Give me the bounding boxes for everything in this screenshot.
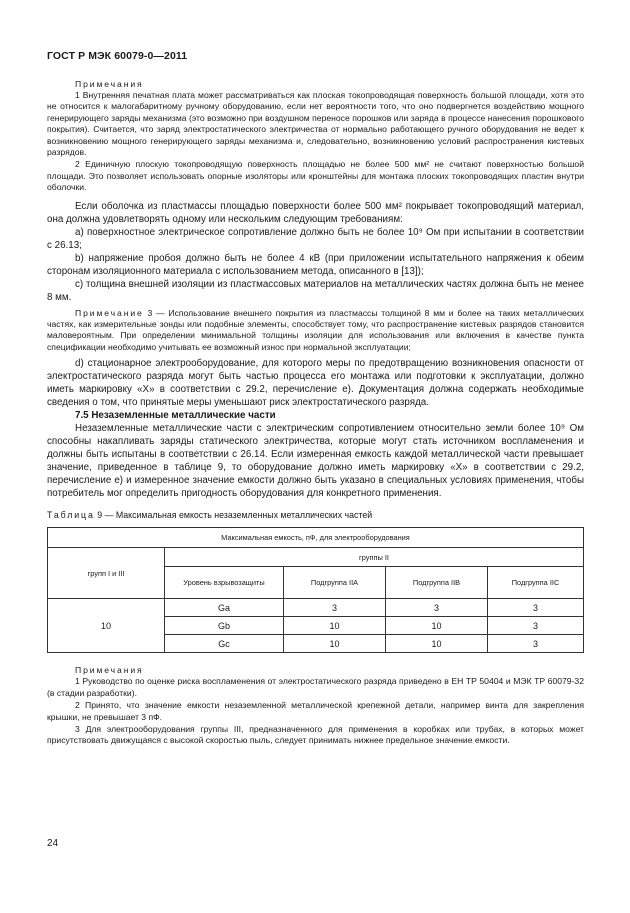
table-sub-iic: Подгруппа IIC [488, 567, 584, 599]
note-3 [47, 308, 584, 354]
paragraph-7-5: Незаземленные металлические части с электрическим сопротивлением относительно земли более 10⁹ Ом способны накапливать заряды статического электричества, которые могут стать источником воспламенения и должны быть испытаны в соответствии с 26.14. Если измеренная емкость каждой металлической части превышает значение, приведенное в таблице 9, то оборудование должно иметь маркировку «X» в соответствии с 29.2, перечисление е) и измеренное значение емкости должно быть указано в специальных условиях применения, чтобы потребитель мог определить пригодность оборудования для конкретного применения. [47, 423, 584, 500]
table-group2-header: группы II [165, 548, 584, 567]
table-notes-heading: Примечания [75, 665, 144, 676]
table-cell: 3 [284, 599, 386, 617]
table-row-level: Gb [165, 617, 284, 635]
table-row-level: Gc [165, 635, 284, 653]
paragraph-item-a: а) поверхностное электрическое сопротивление должно быть не более 10⁹ Ом при испытании в соответствии с 26.13; [47, 226, 584, 251]
table-group1-value: 10 [48, 599, 165, 653]
table-cell: 3 [488, 599, 584, 617]
table-sub-iib: Подгруппа IIB [386, 567, 488, 599]
document-header: ГОСТ Р МЭК 60079-0—2011 [47, 50, 188, 62]
table-notes [47, 665, 584, 746]
paragraph-item-b: b) напряжение пробоя должно быть не более 4 кВ (при приложении испытательного напряжения к обеим сторонам изоляционного материала с использованием метода, описанного в [13]); [47, 252, 584, 277]
paragraph-item-c: c) толщина внешней изоляции из пластмассовых материалов на металлических частях должна быть не менее 8 мм. [47, 278, 584, 303]
table-cell: 3 [488, 635, 584, 653]
table-cell: 3 [386, 599, 488, 617]
table-row-level: Ga [165, 599, 284, 617]
capacitance-table [47, 527, 584, 653]
table-main-header: Максимальная емкость, пФ, для электрооборудования [48, 528, 584, 548]
table-cell: 10 [386, 617, 488, 635]
note-3-label: Примечание [75, 307, 144, 318]
note-3-text: 3 — Использование внешнего покрытия из пластмассы толщиной 8 мм и более на таких металлических частях, как измерительные зонды или подобные элементы, способствует тому, что распространение кистевых разрядов становится маловероятным. При определении минимальной толщины изоляции для использования или включения в качестве пункта спецификации необходимо учитывать ее возможный износ при нормальной эксплуатации; [47, 307, 584, 352]
table-cell: 3 [488, 617, 584, 635]
table-note-1: 1 Руководство по оценке риска воспламенения от электростатического разряда приведено в ЕН ТР 50404 и МЭК ТР 60079-32 (в стадии разработки). [47, 676, 584, 698]
table-group1-header: групп I и III [48, 548, 165, 599]
page-number: 24 [47, 838, 59, 849]
table-cell: 10 [386, 635, 488, 653]
table-cell: 10 [284, 617, 386, 635]
table-sub-iia: Подгруппа IIA [284, 567, 386, 599]
table-note-3: 3 Для электрооборудования группы III, предназначенного для применения в коробках или трубах, в которых может присутствовать движущаяся с высокой скоростью пыль, следует принимать нижнее предельное значение емкости. [47, 723, 584, 746]
notes-heading: Примечания [75, 79, 144, 89]
table-cell: 10 [284, 635, 386, 653]
table-level-header: Уровень взрывозащиты [165, 567, 284, 599]
paragraph-item-d: d) стационарное электрооборудование, для которого меры по предотвращению возникновения опасности от электростатического разряда могут быть частью процесса его монтажа или подготовки к эксплуатации, должно иметь маркировку «X» в соответствии с 29.2, перечисление е). Документация должна содержать необходимые сведения о том, что принятые меры уменьшают риск электростатического разряда. [47, 358, 584, 409]
document-body [47, 79, 584, 747]
paragraph-plastic-enclosure: Если оболочка из пластмассы площадью поверхности более 500 мм² покрывает токопроводящий материал, она должна удовлетворять одному или нескольким следующим требованиям: [47, 200, 584, 225]
table-label: Таблица [47, 510, 95, 521]
note-2: 2 Единичную плоскую токопроводящую поверхность площадью не более 500 мм² не считают поверхностью большой площади. Это позволяет использовать опорные изоляторы или кронштейны для монтажа плоских токопроводящих пластин внутри оболочки. [47, 159, 584, 193]
table-caption: 9 — Максимальная емкость незаземленных металлических частей [94, 510, 373, 521]
section-heading-7-5: 7.5 Незаземленные металлические части [75, 410, 276, 422]
table-note-2: 2 Принято, что значение емкости незаземленной металлической крепежной детали, например винта для закрепления крышки, не превышает 3 пФ. [47, 700, 584, 722]
table-title [47, 509, 584, 521]
note-1: 1 Внутренняя печатная плата может рассматриваться как плоская токопроводящая поверхность большой площади, хотя это не относится к малогабаритному ручному оборудованию, если нет вероятности того, что оно подвергнется воздействию мощного генерирующего заряды механизма (это возможно при воздушном переносе порошков или заряда в процессе нанесения порошкового покрытия). Считается, что заряд электростатического электричества от нормально работающего ручного оборудования не ведет к возникновению мощного генерирующего заряды механизма и, следовательно, возникновению условий распространения кистевых разрядов. [47, 90, 584, 158]
